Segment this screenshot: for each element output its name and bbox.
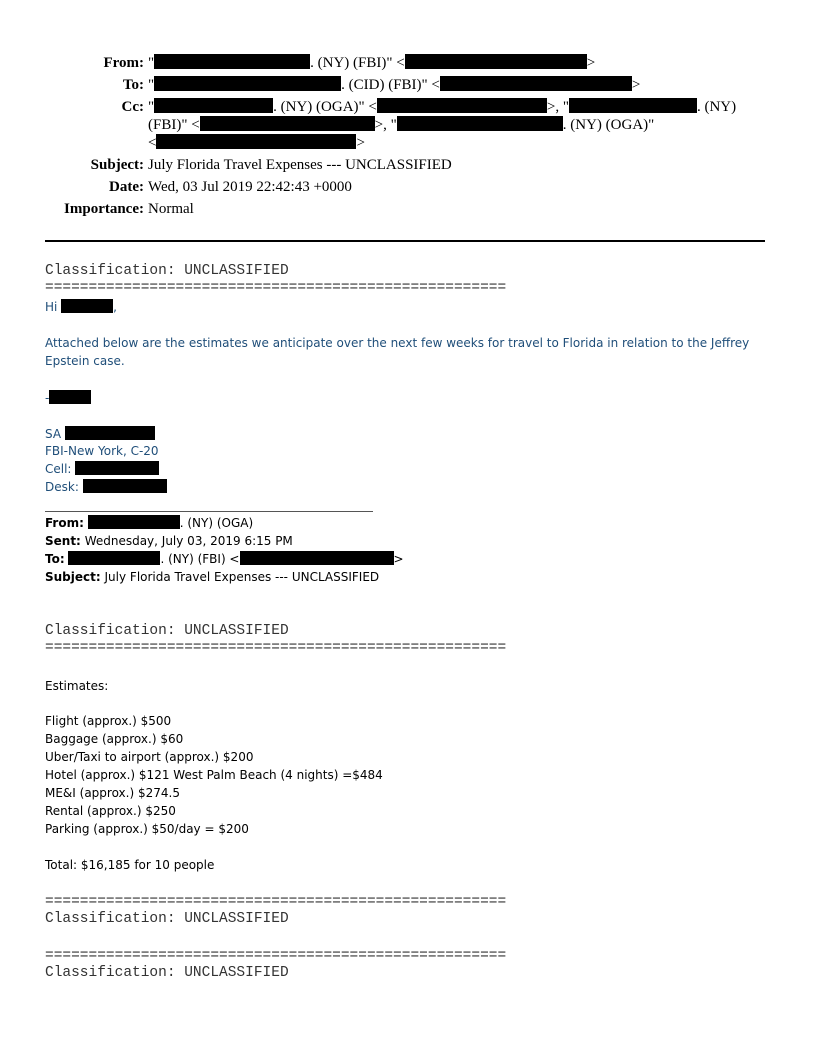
cc-label: Cc: (121, 99, 144, 115)
redaction-box (377, 98, 547, 113)
subject-label: Subject: (90, 157, 144, 173)
redaction-box (569, 98, 697, 113)
subject-value: July Florida Travel Expenses --- UNCLASSIFIED (148, 157, 452, 173)
redaction-box (154, 54, 310, 69)
redaction-box (397, 116, 563, 131)
estimate-item: Parking (approx.) $50/day = $200 (45, 822, 249, 836)
estimate-item: Uber/Taxi to airport (approx.) $200 (45, 750, 254, 764)
greeting: Hi , (45, 300, 117, 314)
cc-value-line3: < > (148, 135, 365, 151)
importance-label: Importance: (64, 201, 144, 217)
redaction-box (65, 426, 155, 440)
importance-value: Normal (148, 201, 194, 217)
estimate-item: Rental (approx.) $250 (45, 804, 176, 818)
email-header (0, 0, 816, 230)
reply-paragraph-line2: Epstein case. (45, 354, 125, 368)
redaction-box (240, 551, 394, 565)
reply-paragraph-line1: Attached below are the estimates we anticipate over the next few weeks for travel to Florida in relation to the Jeffrey (45, 336, 750, 350)
equals-rule: ===================================================== (45, 280, 507, 296)
signature-name: SA (45, 425, 155, 443)
equals-rule: ===================================================== (45, 894, 507, 910)
equals-rule: ===================================================== (45, 640, 507, 656)
redaction-box (200, 116, 375, 131)
date-label: Date: (109, 179, 144, 195)
date-value: Wed, 03 Jul 2019 22:42:43 +0000 (148, 179, 352, 195)
redaction-box (61, 299, 113, 313)
fwd-sent: Sent: Wednesday, July 03, 2019 6:15 PM (45, 534, 293, 548)
equals-rule: ===================================================== (45, 948, 507, 964)
redaction-box (440, 76, 632, 91)
fwd-subject: Subject: July Florida Travel Expenses --- UNCLASSIFIED (45, 570, 380, 584)
header-divider (45, 240, 765, 242)
redaction-box (156, 134, 356, 149)
estimate-item: Baggage (approx.) $60 (45, 732, 184, 746)
cc-value-line2: (FBI)" < >, " . (NY) (OGA)" (148, 117, 655, 133)
from-value: " . (NY) (FBI)" < > (148, 55, 596, 71)
redaction-box (154, 98, 273, 113)
estimate-item: Flight (approx.) $500 (45, 714, 172, 728)
redaction-box (83, 479, 167, 493)
redaction-box (405, 54, 587, 69)
classification-banner-final: Classification: UNCLASSIFIED (45, 965, 289, 981)
fwd-from: From: . (NY) (OGA) (45, 516, 254, 530)
to-label: To: (122, 77, 144, 93)
fwd-to: To: . (NY) (FBI) < > (45, 552, 404, 566)
sign-off: - (45, 389, 91, 407)
cc-value-line1: " . (NY) (OGA)" < >, " . (NY) (148, 99, 737, 115)
redaction-box (75, 461, 159, 475)
classification-banner-top: Classification: UNCLASSIFIED (45, 263, 289, 279)
estimates-heading: Estimates: (45, 679, 109, 693)
from-label: From: (103, 55, 144, 71)
estimates-total: Total: $16,185 for 10 people (45, 858, 215, 872)
forward-separator (45, 511, 373, 512)
redaction-box (88, 515, 180, 529)
signature-cell: Cell: (45, 460, 159, 478)
redaction-box (68, 551, 160, 565)
signature-desk: Desk: (45, 478, 167, 496)
signature-office: FBI-New York, C-20 (45, 444, 159, 458)
estimate-item: ME&I (approx.) $274.5 (45, 786, 180, 800)
classification-banner-bottom: Classification: UNCLASSIFIED (45, 911, 289, 927)
redaction-box (49, 390, 91, 404)
estimate-item: Hotel (approx.) $121 West Palm Beach (4 nights) =$484 (45, 768, 383, 782)
redaction-box (154, 76, 341, 91)
to-value: " . (CID) (FBI)" < > (148, 77, 641, 93)
classification-banner-fwd: Classification: UNCLASSIFIED (45, 623, 289, 639)
